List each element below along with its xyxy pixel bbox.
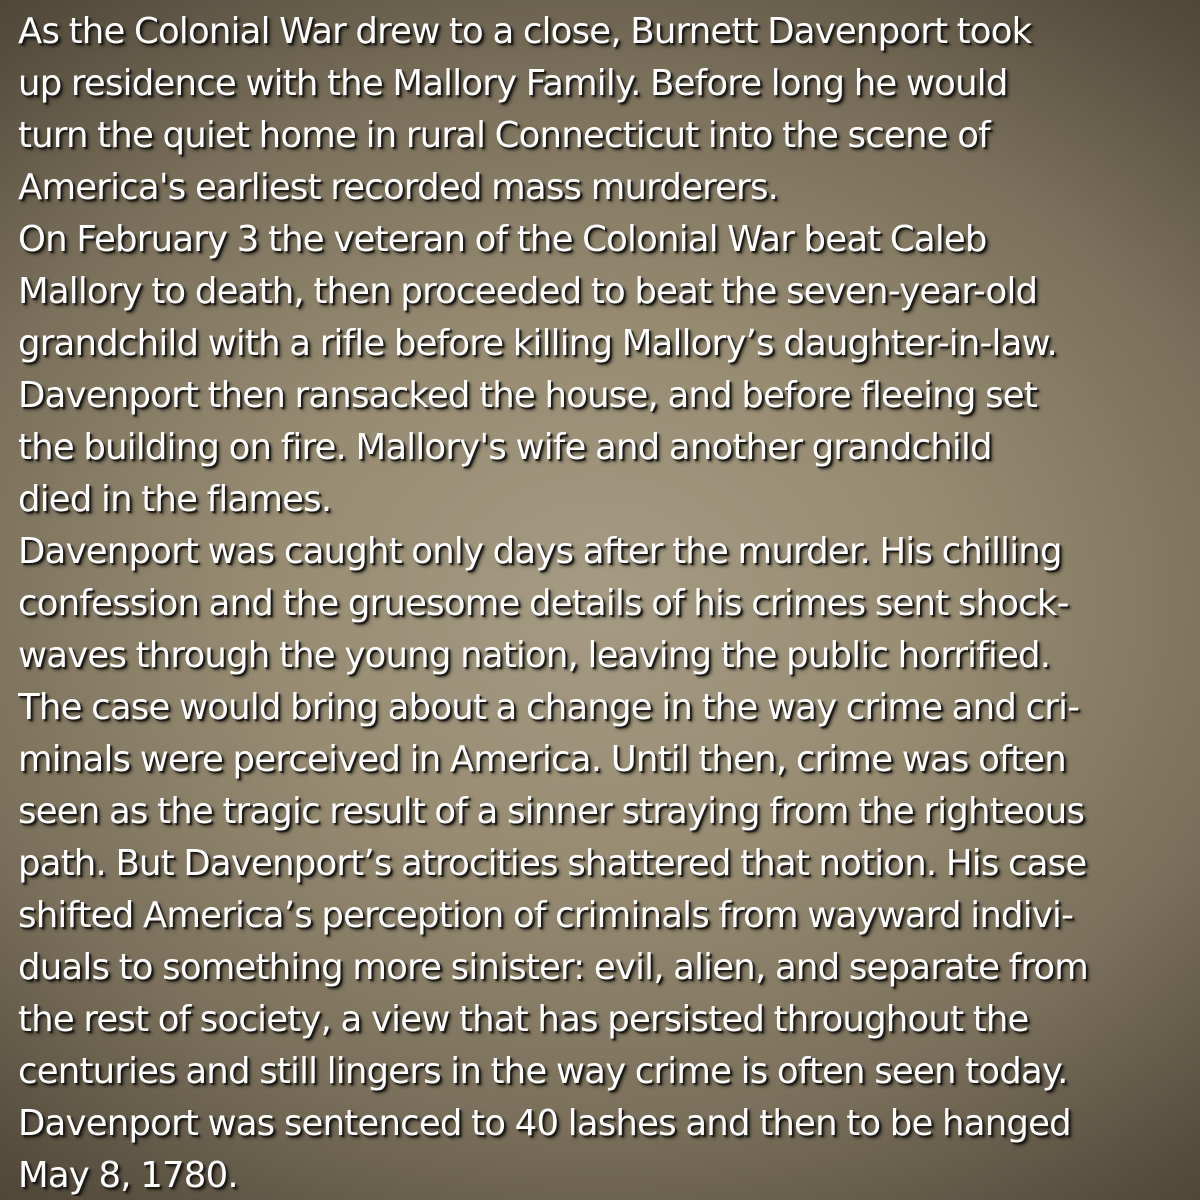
text-line: The case would bring about a change in the way crime and cri- [18, 687, 1080, 728]
text-panel [18, 6, 1194, 1196]
text-line: minals were perceived in America. Until then, crime was often [18, 739, 1066, 780]
text-line: up residence with the Mallory Family. Before long he would [18, 63, 1008, 104]
text-line: seen as the tragic result of a sinner straying from the righteous [18, 791, 1085, 832]
text-line: died in the flames. [18, 479, 332, 520]
text-line: Davenport was caught only days after the murder. His chilling [18, 531, 1062, 572]
text-line: confession and the gruesome details of his crimes sent shock- [18, 583, 1069, 624]
text-line: shifted America’s perception of criminals from wayward indivi- [18, 895, 1074, 936]
text-line: turn the quiet home in rural Connecticut into the scene of [18, 115, 990, 156]
text-line: duals to something more sinister: evil, alien, and separate from [18, 947, 1089, 988]
text-line: As the Colonial War drew to a close, Burnett Davenport took [18, 11, 1032, 52]
text-line: May 8, 1780. [18, 1155, 238, 1196]
text-line: centuries and still lingers in the way crime is often seen today. [18, 1051, 1068, 1092]
text-line: the building on fire. Mallory's wife and another grandchild [18, 427, 992, 468]
text-line: the rest of society, a view that has persisted throughout the [18, 999, 1029, 1040]
text-line: Mallory to death, then proceeded to beat the seven-year-old [18, 271, 1038, 312]
text-line: Davenport then ransacked the house, and before fleeing set [18, 375, 1037, 416]
text-line: On February 3 the veteran of the Colonial War beat Caleb [18, 219, 987, 260]
text-line: path. But Davenport’s atrocities shattered that notion. His case [18, 843, 1087, 884]
text-line: waves through the young nation, leaving the public horrified. [18, 635, 1051, 676]
text-line: America's earliest recorded mass murderers. [18, 167, 779, 208]
text-line: grandchild with a rifle before killing Mallory’s daughter-in-law. [18, 323, 1057, 364]
text-line: Davenport was sentenced to 40 lashes and then to be hanged [18, 1103, 1071, 1144]
